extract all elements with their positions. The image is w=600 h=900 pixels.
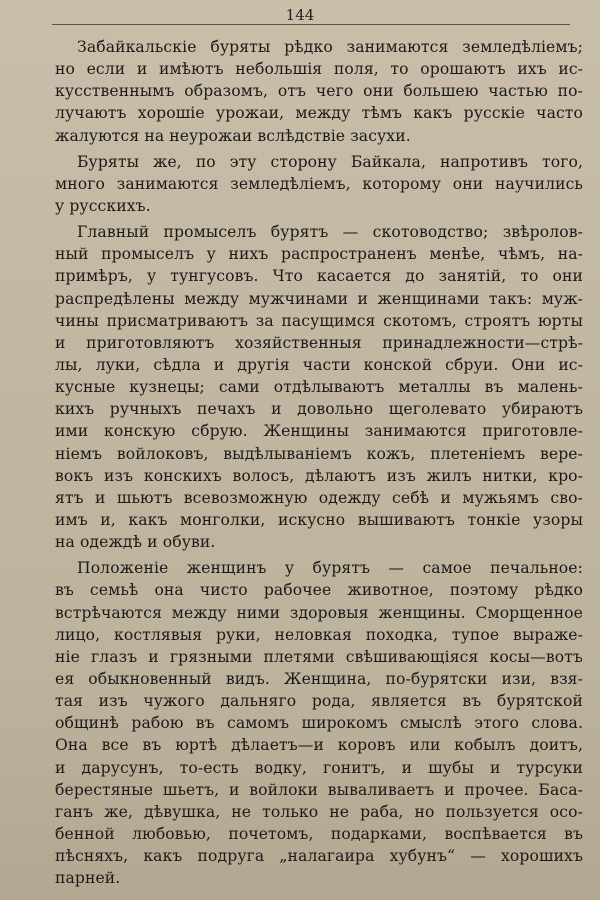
text-line: бенной любовью, почетомъ, подарками, воспѣвается въ: [55, 824, 583, 843]
text-line: тая изъ чужого дальняго рода, является въ бурятской: [55, 692, 583, 711]
text-line: берестяные шьетъ, и войлоки вываливаетъ и прочее. Баса-: [55, 780, 583, 799]
text-line: но если и имѣютъ небольшія поля, то орошаютъ ихъ ис-: [55, 60, 583, 79]
text-line: общинѣ рабою въ самомъ широкомъ смыслѣ этого слова.: [55, 714, 583, 733]
text-line: Главный промыселъ бурятъ — скотоводство; звѣролов-: [77, 223, 583, 242]
text-line: примѣръ, у тунгусовъ. Что касается до занятій, то они: [55, 267, 583, 286]
text-line: кусственнымъ образомъ, отъ чего они большею частью по-: [55, 82, 583, 101]
text-line: въ семьѣ она чисто рабочее животное, поэтому рѣдко: [55, 581, 583, 600]
text-line: встрѣчаются между ними здоровыя женщины. Сморщенное: [55, 603, 583, 622]
text-line: Она все въ юртѣ дѣлаетъ—и коровъ или кобылъ доитъ,: [55, 736, 583, 755]
text-line: на одеждѣ и обуви.: [55, 533, 216, 552]
text-line: кихъ ручныхъ печахъ и довольно щеголевато убираютъ: [55, 400, 583, 419]
text-line: ніемъ войлоковъ, выдѣлываніемъ кожъ, плетеніемъ вере-: [55, 444, 583, 463]
text-line: кусные кузнецы; сами отдѣлываютъ металлы въ малень-: [55, 378, 583, 397]
text-line: ея обыкновенный видъ. Женщина, по-бурятски изи, взя-: [55, 669, 583, 688]
text-line: лучаютъ хорошіе урожаи, между тѣмъ какъ русскіе часто: [55, 104, 583, 123]
text-line: и приготовляютъ хозяйственныя принадлежности—стрѣ-: [55, 333, 583, 352]
text-line: у русскихъ.: [55, 196, 151, 215]
text-line: жалуются на неурожаи вслѣдствіе засухи.: [55, 126, 411, 145]
text-line: ніе глазъ и грязными плетями свѣшивающіяся косы—вотъ: [55, 647, 583, 666]
text-line: ный промыселъ у нихъ распространенъ менѣе, чѣмъ, на-: [55, 245, 583, 264]
text-line: Буряты же, по эту сторону Байкала, напротивъ того,: [77, 152, 583, 171]
text-line: ятъ и шьютъ всевозможную одежду себѣ и мужьямъ сво-: [55, 488, 583, 507]
paragraph: [55, 557, 583, 889]
paragraph: [55, 36, 583, 147]
text-line: вокъ изъ конскихъ волосъ, дѣлаютъ изъ жилъ нитки, кро-: [55, 466, 583, 485]
text-line: много занимаются земледѣліемъ, которому они научились: [55, 174, 583, 193]
text-line: ими конскую сбрую. Женщины занимаются приготовле-: [55, 422, 583, 441]
body-text: [55, 36, 583, 889]
paragraph: [55, 151, 583, 217]
text-line: и дарусунъ, то-есть водку, гонитъ, и шубы и турсуки: [55, 758, 583, 777]
text-line: имъ и, какъ монголки, искусно вышиваютъ тонкіе узоры: [55, 510, 583, 529]
text-line: Забайкальскіе буряты рѣдко занимаются земледѣліемъ;: [77, 38, 583, 56]
text-line: Положеніе женщинъ у бурятъ — самое печальное:: [77, 559, 583, 578]
page-number: 144: [285, 6, 315, 24]
text-line: лицо, костлявыя руки, неловкая походка, тупое выраже-: [55, 625, 583, 644]
header-rule: [52, 24, 570, 25]
text-line: распредѣлены между мужчинами и женщинами такъ: муж-: [55, 289, 583, 308]
paragraph: [55, 221, 583, 553]
text-line: пѣсняхъ, какъ подруга „налагаира хубунъ“ — хорошихъ: [55, 847, 583, 866]
text-line: лы, луки, сѣдла и другія части конской сбруи. Они ис-: [55, 355, 583, 374]
text-line: парней.: [55, 869, 121, 888]
text-line: чины присматриваютъ за пасущимся скотомъ, строятъ юрты: [55, 311, 583, 330]
text-line: ганъ же, дѣвушка, не только не раба, но пользуется осо-: [55, 802, 583, 821]
